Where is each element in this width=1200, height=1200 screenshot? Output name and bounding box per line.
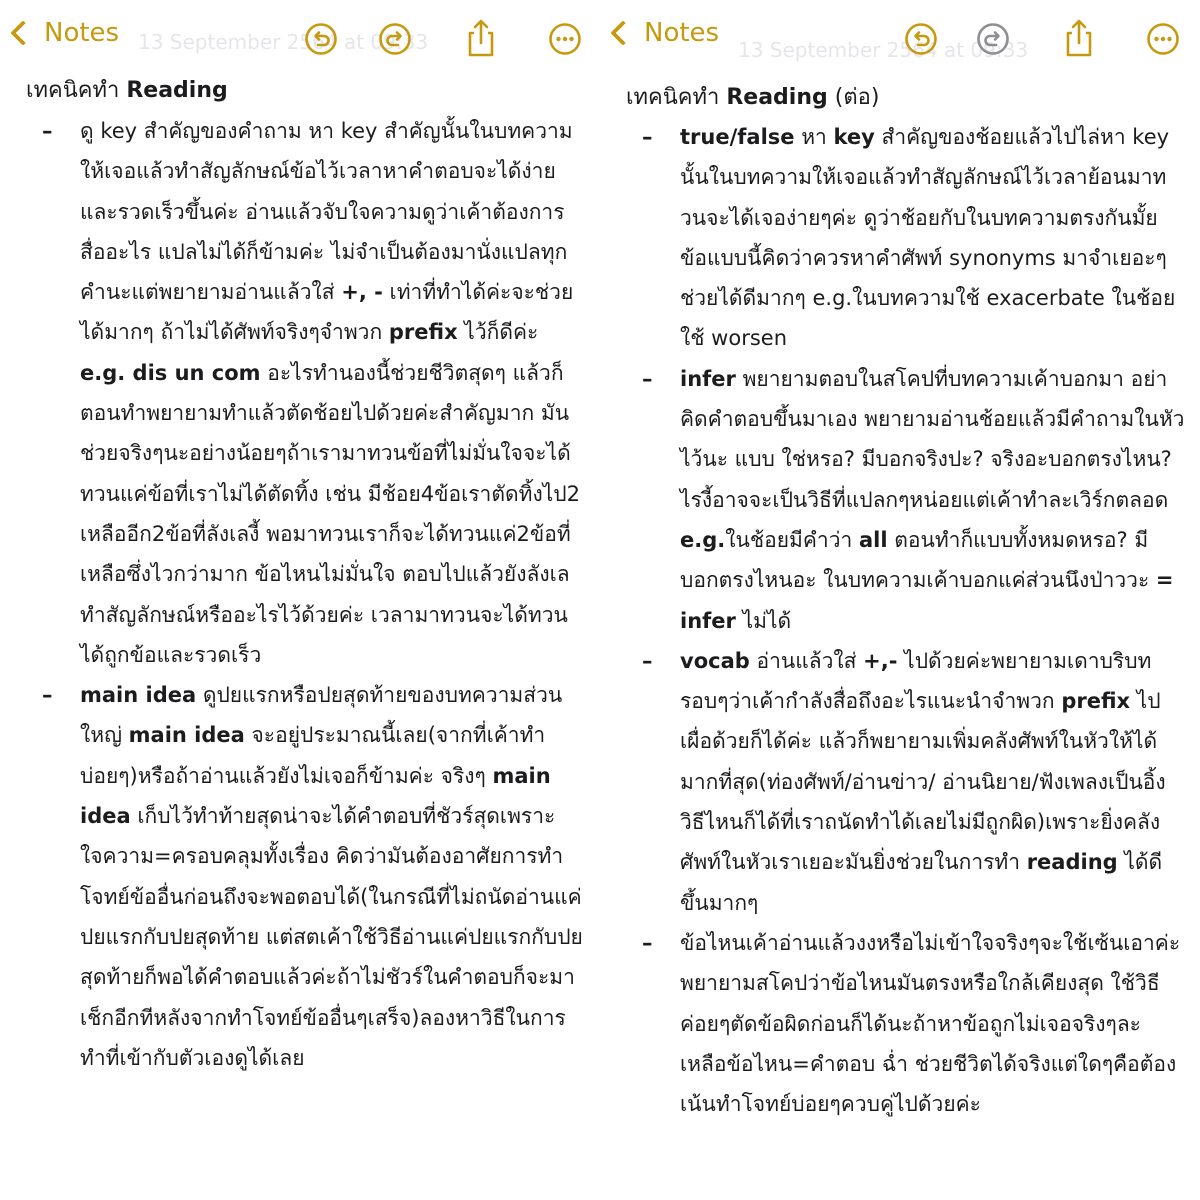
bullet-dash: – [42, 683, 53, 708]
bullet-list [600, 117, 1200, 1124]
bullet-dash: – [642, 648, 653, 673]
redo-icon-disabled[interactable] [976, 22, 1010, 56]
note-bullet-item [600, 359, 1200, 641]
text-segment: ไปด้วยค่ะพยายามเดาบริบทรอบๆว่าเค้ากำลังสื่อถึงอะไรแนะนำจำพวก [680, 648, 1152, 714]
text-segment: ดู key สำคัญของคำถาม หา key สำคัญนั้นในบทความให้เจอแล้วทำสัญลักษณ์ข้อไว้เวลาหาคำตอบจะได้ง่ายและรวดเร็วขึ้นค่ะ อ่านแล้วจับใจความดูว่าเค้าต้องการสื่ออะไร แปลไม่ได้ก็ข้ามค่ะ ไม่จำเป็นต้องมานั่งแปลทุกคำนะแต่พยายามอ่านแล้วใส่ [80, 119, 573, 305]
bullet-dash: – [642, 125, 653, 149]
note-bullet-item [600, 641, 1200, 923]
title-suffix: (ต่อ) [827, 85, 880, 110]
text-segment: สำคัญของช้อยแล้วไปไล่หา key นั้นในบทความให้เจอแล้วทำสัญลักษณ์ไว้เวลาย้อนมาทวนจะได้เจอง่ายๆค่ะ ดูว่าช้อยกับในบทความตรงกันมั้ย ข้อแบบนี้คิดว่าควรหาคำศัพท์ synonyms มาจำเยอะๆช่วยได้ดีมากๆ e.g.ในบทความใช้ exacerbate ในช้อยใช้ worsen [680, 125, 1176, 351]
back-label: Notes [44, 18, 120, 48]
bold-text-segment: e.g. [680, 527, 726, 552]
undo-icon[interactable] [904, 22, 938, 56]
toolbar [0, 0, 600, 78]
more-icon[interactable] [1146, 22, 1180, 56]
note-date-header: 13 September 2564 at 09:33 [138, 30, 429, 54]
bold-text-segment: main idea [128, 723, 245, 748]
text-segment: ไว้ก็ดีค่ะ [457, 320, 539, 345]
bullet-dash: – [642, 930, 653, 955]
chevron-left-icon [610, 20, 635, 45]
bold-text-segment: main idea [80, 763, 551, 829]
title-text: เทคนิคทำ [626, 85, 727, 110]
note-date-header: 13 September 2564 at 09:33 [738, 38, 1029, 62]
title-bold-text: Reading [126, 78, 228, 103]
title-text: เทคนิคทำ [26, 78, 127, 103]
bold-text-segment: +,- [863, 648, 898, 673]
text-segment: หา [794, 125, 834, 149]
more-icon[interactable] [548, 22, 582, 56]
note-title [26, 72, 228, 107]
text-segment: ในช้อยมีคำว่า [725, 527, 859, 552]
bullet-list [0, 111, 600, 1078]
note-bullet-item [600, 117, 1200, 359]
bold-text-segment: main idea [80, 683, 197, 708]
text-segment: จะอยู่ประมาณนี้เลย(จากที่เค้าทำบ่อยๆ)หรือถ้าอ่านแล้วยังไม่เจอก็ข้ามค่ะ จริงๆ [80, 723, 546, 788]
text-segment: อะไรทำนองนี้ช่วยชีวิตสุดๆ แล้วก็ตอนทำพยายามทำแล้วตัดช้อยไปด้วยค่ะสำคัญมาก มันช่วยจริงๆนะอย่างน้อยๆถ้าเรามาทวนข้อที่ไม่มั่นใจจะได้ทวนแค่ข้อที่เราไม่ได้ตัดทิ้ง เช่น มีช้อย4ข้อเราตัดทิ้งไป2 เหลืออีก2ข้อที่ลังเลงี้ พอมาทวนเราก็จะได้ทวนแค่2ข้อที่เหลือซึ่งไวกว่ามาก ข้อไหนไม่มั่นใจ ตอบไปแล้วยังลังเลทำสัญลักษณ์หรืออะไรไว้ด้วยค่ะ เวลามาทวนจะได้ทวนได้ถูกข้อและรวดเร็ว [80, 360, 580, 667]
right-note-pane [600, 0, 1200, 1200]
share-icon[interactable] [464, 18, 498, 58]
bold-text-segment: vocab [680, 648, 750, 673]
bold-text-segment: e.g. dis un com [80, 360, 261, 385]
bold-text-segment: prefix [1061, 689, 1131, 714]
bold-text-segment: +, - [341, 280, 383, 305]
text-segment: เท่าที่ทำได้ค่ะจะช่วยได้มากๆ ถ้าไม่ได้ศัพท์จริงๆจำพวก [80, 280, 574, 345]
bullet-dash: – [642, 366, 653, 391]
note-bullet-item [0, 675, 600, 1078]
title-bold-text: Reading [726, 85, 828, 110]
bold-text-segment: true/false [680, 125, 795, 149]
note-bullet-item [0, 111, 600, 675]
text-segment: ข้อไหนเค้าอ่านแล้วงงหรือไม่เข้าใจจริงๆจะใช้เซ้นเอาค่ะพยายามสโคปว่าข้อไหนมันตรงหรือใกล้เคียงสุด ใช้วิธีค่อยๆตัดข้อผิดก่อนก็ได้นะถ้าหาข้อถูกไม่เจอจริงๆละเหลือข้อไหน=คำตอบ ฉ่ำ ช่วยชีวิตได้จริงแต่ใดๆคือต้องเน้นทำโจทย์บ่อยๆควบคู่ไปด้วยค่ะ [680, 930, 1181, 1117]
bold-text-segment: all [858, 527, 888, 552]
text-segment: ตอนทำก็แบบทั้งหมดหรอ? มีบอกตรงไหนอะ ในบทความเค้าบอกแค่ส่วนนึงป่าววะ [680, 527, 1156, 593]
bullet-dash: – [42, 119, 53, 143]
back-label: Notes [644, 18, 720, 48]
redo-icon[interactable] [378, 22, 412, 56]
text-segment: เก็บไว้ทำท้ายสุดน่าจะได้คำตอบที่ชัวร์สุดเพราะใจความ=ครอบคลุมทั้งเรื่อง คิดว่ามันต้องอาศัยการทำโจทย์ข้ออื่นก่อนถึงจะพอตอบได้(ในกรณีที่ไม่ถนัดอ่านแค่ปยแรกกับปยสุดท้าย แต่สตเค้าใช้วิธีอ่านแค่ปยแรกกับปยสุดท้ายก็พอได้คำตอบแล้วค่ะถ้าไม่ชัวร์ในคำตอบก็จะมาเช็กอีกทีหลังจากทำโจทย์ข้ออื่นๆเสร็จ)ลองหาวิธีในการทำที่เข้ากับตัวเองดูได้เลย [80, 804, 583, 1070]
bold-text-segment: infer [680, 366, 736, 391]
text-segment: อ่านแล้วใส่ [749, 648, 864, 673]
share-icon[interactable] [1062, 18, 1096, 58]
note-title [626, 79, 879, 114]
bold-text-segment: key [833, 125, 875, 149]
chevron-left-icon [10, 20, 35, 45]
bold-text-segment: = infer [680, 568, 1174, 633]
text-segment: ไม่ได้ [735, 608, 792, 633]
toolbar [600, 0, 1200, 78]
bold-text-segment: prefix [388, 320, 458, 345]
undo-icon[interactable] [304, 22, 338, 56]
text-segment: ได้ดีขึ้นมากๆ [680, 850, 1163, 915]
note-bullet-item [600, 923, 1200, 1124]
text-segment: พยายามตอบในสโคปที่บทความเค้าบอกมา อย่าคิดคำตอบขึ้นมาเอง พยายามอ่านช้อยแล้วมีคำถามในหัวไว้นะ แบบ ใช่หรอ? มีบอกจริงปะ? จริงอะบอกตรงไหน? ไรงี้อาจจะเป็นวิธีที่แปลกๆหน่อยแต่เค้าทำละเวิร์กตลอด [680, 366, 1185, 512]
text-segment: ดูปยแรกหรือปยสุดท้ายของบทความส่วนใหญ่ [80, 683, 563, 748]
bold-text-segment: reading [1026, 850, 1118, 875]
back-to-notes-button[interactable] [604, 18, 719, 48]
back-to-notes-button[interactable] [4, 18, 119, 48]
text-segment: ไปเผื่อด้วยก็ได้ค่ะ แล้วก็พยายามเพิ่มคลังศัพท์ในหัวให้ได้มากที่สุด(ท่องศัพท์/อ่านข่าว/ อ่านนิยาย/ฟังเพลงเป็นอิ้งวิธีไหนก็ได้ที่เราถนัดทำได้เลยไม่มีถูกผิด)เพราะยิ่งคลังศัพท์ในหัวเราเยอะมันยิ่งช่วยในการทำ [680, 689, 1166, 875]
